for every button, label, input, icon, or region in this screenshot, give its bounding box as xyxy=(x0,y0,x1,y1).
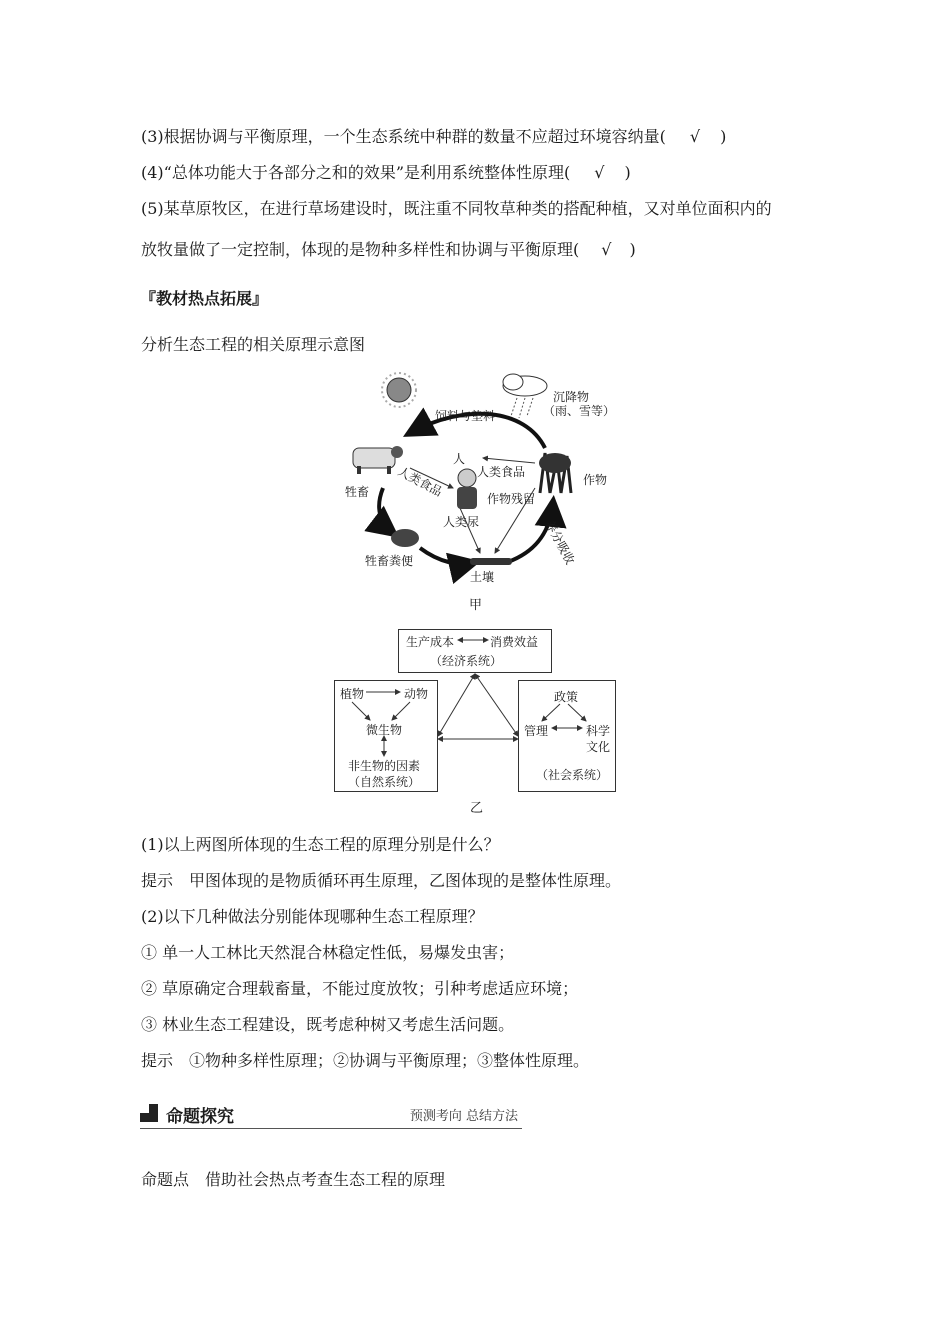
item-5-line2 xyxy=(141,240,636,260)
choice-1: ① 单一人工林比天然混合林稳定性低，易爆发虫害； xyxy=(141,943,515,962)
choice-3: ③ 林业生态工程建设，既考虑种树又考虑生活问题。 xyxy=(141,1015,515,1034)
figure-cycle xyxy=(335,368,625,608)
livestock-icon xyxy=(353,446,403,474)
soc-manage: 管理 xyxy=(524,724,549,738)
item-5-text: 放牧量做了一定控制，体现的是物种多样性和协调与平衡原理( xyxy=(141,240,580,259)
choice-2: ② 草原确定合理载畜量，不能过度放牧；引种考虑适应环境； xyxy=(141,979,579,998)
label-manure: 牲畜粪便 xyxy=(365,554,414,568)
item-5-line1: (5)某草原牧区，在进行草场建设时，既注重不同牧草种类的搭配种植，又对单位面积内的 xyxy=(141,199,772,218)
econ-benefit: 消费效益 xyxy=(490,635,539,649)
label-human-food-left: 人类食品 xyxy=(395,464,445,500)
soc-science: 科学 xyxy=(586,724,611,738)
figure-systems xyxy=(332,624,620,814)
nat-plant: 植物 xyxy=(340,687,365,701)
nat-system-label: （自然系统） xyxy=(348,775,421,789)
label-precip: 沉降物 xyxy=(553,390,590,404)
exam-point: 命题点 借助社会热点考查生态工程的原理 xyxy=(141,1170,446,1189)
nat-animal: 动物 xyxy=(404,687,429,701)
label-residue: 作物残留 xyxy=(487,492,536,506)
label-human-food-top: 人类食品 xyxy=(477,465,526,479)
check-mark: √ xyxy=(689,127,701,146)
sun-icon xyxy=(382,373,416,407)
cloud-rain-icon xyxy=(503,374,547,418)
section-title: 『教材热点拓展』 xyxy=(140,289,269,308)
figure-a-caption: 甲 xyxy=(469,598,483,613)
answer-2: 提示 ①物种多样性原理；②协调与平衡原理；③整体性原理。 xyxy=(141,1051,590,1070)
label-livestock: 牲畜 xyxy=(345,485,370,499)
econ-cost: 生产成本 xyxy=(406,635,455,649)
item-3-close: ) xyxy=(720,127,727,146)
label-nutrient: 养分吸收 xyxy=(542,517,578,567)
item-4-text: (4)“总体功能大于各部分之和的效果”是利用系统整体性原理( xyxy=(141,163,571,182)
label-soil: 土壤 xyxy=(470,570,495,584)
question-2: (2)以下几种做法分别能体现哪种生态工程原理？ xyxy=(141,907,484,926)
nat-abiotic: 非生物的因素 xyxy=(348,759,421,773)
figure-systems-arrows xyxy=(332,624,620,814)
answer-1: 提示 甲图体现的是物质循环再生原理，乙图体现的是整体性原理。 xyxy=(141,871,622,890)
item-5-close: ) xyxy=(629,240,636,259)
band-square-cut xyxy=(140,1104,149,1113)
manure-icon xyxy=(391,529,419,547)
item-3-text: (3)根据协调与平衡原理，一个生态系统中种群的数量不应超过环境容纳量( xyxy=(141,127,666,146)
label-precip-sub: （雨、雪等） xyxy=(543,404,616,418)
item-4 xyxy=(141,163,631,183)
soc-policy: 政策 xyxy=(554,690,579,704)
human-icon xyxy=(457,469,477,509)
item-3 xyxy=(141,127,726,147)
label-human: 人 xyxy=(453,452,466,466)
crop-icon xyxy=(539,453,571,493)
soc-culture: 文化 xyxy=(586,740,611,754)
item-4-close: ) xyxy=(624,163,631,182)
soc-system-label: （社会系统） xyxy=(536,768,609,782)
figure-cycle-svg xyxy=(335,368,625,608)
label-urine: 人类尿 xyxy=(443,515,480,529)
band-title: 命题探究 xyxy=(166,1107,234,1127)
question-1: (1)以上两图所体现的生态工程的原理分别是什么？ xyxy=(141,835,500,854)
section-title-text: 教材热点拓展 xyxy=(156,289,253,308)
label-feed: 饲料与垫料 xyxy=(435,409,496,423)
check-mark: √ xyxy=(594,163,605,182)
label-crop: 作物 xyxy=(583,473,608,487)
section-band xyxy=(140,1100,522,1134)
econ-system-label: （经济系统） xyxy=(430,654,503,668)
soil-icon xyxy=(470,558,512,565)
nat-micro: 微生物 xyxy=(366,723,403,737)
figure-b-caption: 乙 xyxy=(470,801,484,816)
intro-text: 分析生态工程的相关原理示意图 xyxy=(141,335,366,354)
check-mark: √ xyxy=(601,240,612,259)
band-subtitle: 预测考向 总结方法 xyxy=(409,1109,518,1124)
band-rule xyxy=(140,1128,522,1129)
